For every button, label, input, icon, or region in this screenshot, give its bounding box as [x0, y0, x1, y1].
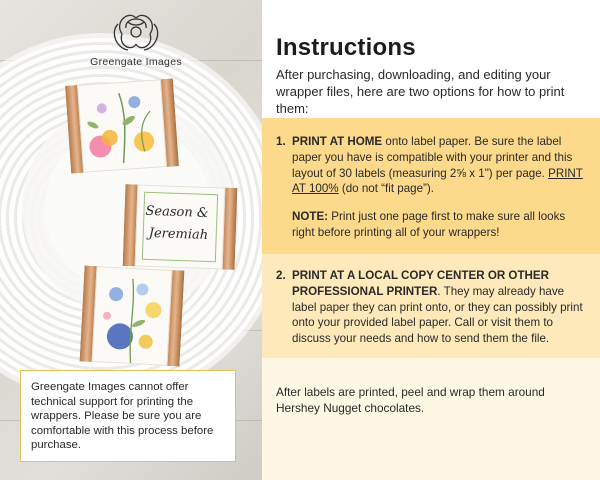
wrapped-chocolate — [80, 265, 185, 366]
name-wrapper — [135, 184, 226, 269]
wrapper-name-line-2: Jeremiah — [148, 225, 209, 243]
floral-wrapper — [77, 79, 167, 173]
step-2 — [276, 268, 588, 347]
brand-logo-text: Greengate Images — [90, 56, 182, 68]
intro-text: After purchasing, downloading, and editing your wrapper files, here are two options for how to print them: — [276, 67, 565, 116]
support-notice-text: Greengate Images cannot offer technical support for printing the wrappers. Please be sure you are comfortable with this process before purchase. — [31, 381, 214, 452]
step-2-number: 2. — [276, 269, 286, 282]
step-2-heading: PRINT AT A LOCAL COPY CENTER OR OTHER PROFESSIONAL PRINTER — [292, 269, 550, 298]
step-1-note — [292, 209, 588, 241]
print-100-link[interactable]: PRINT AT 100% — [292, 166, 583, 196]
product-photo — [0, 0, 262, 480]
flower-illustration — [78, 80, 168, 174]
note-text: Print just one page first to make sure all looks right before printing all of your wrappers! — [292, 210, 566, 239]
instructions-panel — [262, 0, 600, 480]
step-1 — [276, 134, 588, 241]
brand-logo — [78, 4, 194, 84]
wrapper-name-line-1: Season & — [145, 203, 209, 221]
step-2-text: . They may already have label paper they can print onto, or they can possibly print onto your provided label paper. Call or visit them to discuss your needs and how to send them the file. — [292, 284, 583, 346]
after-print-text: After labels are printed, peel and wrap them around Hershey Nugget chocolates. — [276, 385, 545, 415]
page-title: Instructions — [276, 34, 416, 61]
rose-logo-icon — [78, 4, 194, 60]
step-1-number: 1. — [276, 135, 286, 148]
support-notice — [20, 370, 236, 462]
flower-illustration — [92, 267, 173, 366]
wrapped-chocolate — [65, 78, 179, 173]
floral-wrapper — [92, 266, 173, 366]
after-band — [262, 358, 600, 480]
wrapped-chocolate — [123, 184, 238, 270]
step-1-text: onto label paper. Be sure the label paper you have is compatible with your printer and this layout of 30 labels (measuring 2⅝ x 1") per page. — [292, 135, 573, 180]
step-1-text-end: (do not “fit page”). — [338, 182, 434, 196]
note-label: NOTE: — [292, 210, 329, 224]
step-1-heading: PRINT AT HOME — [292, 135, 383, 148]
